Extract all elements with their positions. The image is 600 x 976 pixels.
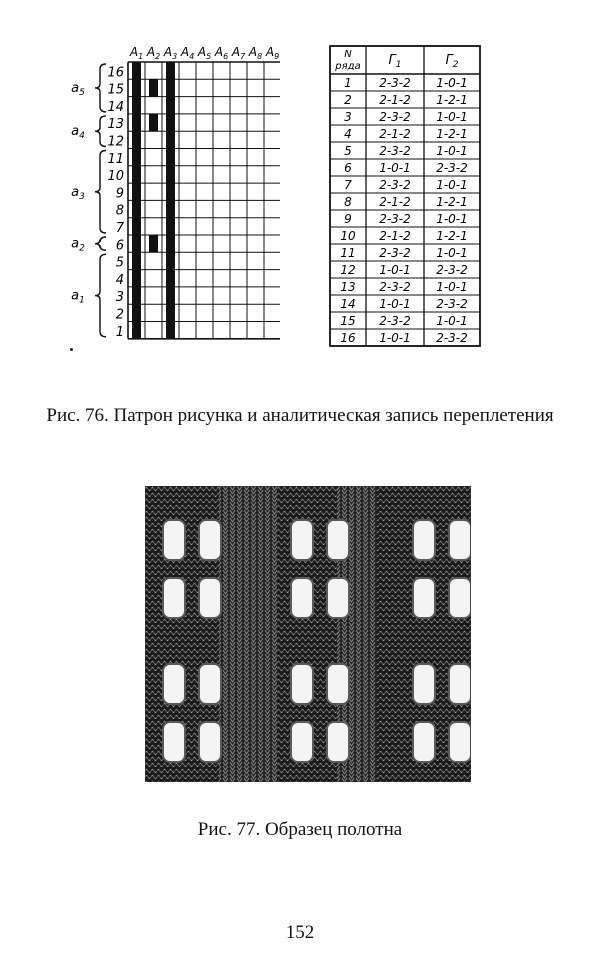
analytic-record-table [328, 44, 484, 350]
fabric-hole [413, 578, 435, 618]
row-label: 1 [115, 324, 124, 340]
filled-cell [166, 166, 175, 183]
filled-cell [132, 62, 141, 79]
table-cell-g2: 1-0-1 [436, 280, 468, 294]
table-cell-g1: 2-3-2 [379, 178, 411, 192]
table-cell-g1: 2-1-2 [379, 127, 411, 141]
table-cell-row-no: 8 [344, 195, 352, 209]
filled-cell [166, 322, 175, 339]
filled-cell [132, 322, 141, 339]
filled-cell [132, 97, 141, 114]
table-cell-g1: 2-1-2 [379, 229, 411, 243]
repeat-brace [95, 237, 106, 250]
table-cell-g2: 1-0-1 [436, 246, 468, 260]
table-cell-g2: 2-3-2 [436, 263, 468, 277]
fabric-hole [413, 664, 435, 704]
table-cell-g1: 1-0-1 [379, 161, 411, 175]
repeat-brace [95, 64, 106, 112]
column-label: $A_7$ [231, 45, 246, 61]
filled-cell [149, 79, 158, 96]
column-label: $A_1$ [129, 45, 144, 61]
figure-77-caption: Рис. 77. Образец полотна [197, 819, 403, 840]
filled-cell [132, 114, 141, 131]
filled-cell [166, 183, 175, 200]
table-cell-row-no: 16 [340, 331, 356, 345]
table-cell-row-no: 4 [344, 127, 352, 141]
filled-cell [132, 270, 141, 287]
table-cell-g2: 1-0-1 [436, 314, 468, 328]
filled-cell [132, 200, 141, 217]
filled-cell [166, 62, 175, 79]
table-cell-g1: 1-0-1 [379, 331, 411, 345]
column-label: $A_3$ [163, 45, 178, 61]
table-cell-g1: 2-3-2 [379, 280, 411, 294]
row-label: 12 [107, 134, 124, 150]
table-cell-g2: 1-0-1 [436, 212, 468, 226]
pattern-grid-figure [60, 40, 280, 352]
fabric-hole [449, 578, 471, 618]
header-row-no: N [344, 49, 352, 60]
column-label: $A_4$ [180, 45, 195, 61]
header-g1: $Г_1$ [388, 53, 402, 70]
row-label: 7 [115, 221, 124, 236]
column-label: $A_8$ [248, 45, 263, 61]
filled-cell [166, 79, 175, 96]
filled-cell [132, 131, 141, 148]
fabric-hole [163, 664, 185, 704]
fabric-hole [163, 578, 185, 618]
filled-cell [166, 270, 175, 287]
table-cell-g2: 1-0-1 [436, 178, 468, 192]
table-cell-g2: 1-0-1 [436, 76, 468, 90]
table-cell-row-no: 3 [344, 110, 352, 124]
filled-cell [166, 149, 175, 166]
page-number: 152 [285, 922, 315, 943]
fabric-hole [327, 578, 349, 618]
repeat-label: $a_3$ [71, 184, 85, 202]
column-labels [129, 45, 279, 61]
row-labels [107, 65, 124, 340]
table-cell-g2: 1-2-1 [436, 127, 468, 141]
table-cell-g1: 2-3-2 [379, 144, 411, 158]
table-cell-g1: 2-3-2 [379, 246, 411, 260]
column-label: $A_6$ [214, 45, 229, 61]
row-label: 3 [115, 290, 124, 306]
fabric-hole [327, 664, 349, 704]
filled-cell [166, 200, 175, 217]
row-label: 2 [115, 307, 124, 323]
table-cell-g1: 1-0-1 [379, 263, 411, 277]
table-cell-g2: 2-3-2 [436, 331, 468, 345]
filled-cell [132, 79, 141, 96]
fabric-hole [163, 722, 185, 762]
table-cell-row-no: 12 [340, 263, 356, 277]
table-cell-g2: 2-3-2 [436, 297, 468, 311]
row-label: 10 [107, 169, 124, 185]
fabric-sample-photo [145, 486, 471, 782]
filled-cell [166, 304, 175, 321]
print-speck [70, 348, 73, 351]
table-cell-g2: 1-2-1 [436, 93, 468, 107]
table-cell-row-no: 14 [340, 297, 356, 311]
filled-cell [166, 218, 175, 235]
filled-cell [166, 131, 175, 148]
fabric-hole [199, 664, 221, 704]
repeat-braces [71, 64, 106, 337]
filled-cell [132, 304, 141, 321]
repeat-brace [95, 151, 106, 234]
filled-cell [132, 149, 141, 166]
filled-cell [132, 166, 141, 183]
row-label: 13 [107, 117, 124, 133]
row-label: 6 [115, 238, 124, 254]
filled-cell [132, 235, 141, 252]
table-cell-row-no: 10 [340, 229, 356, 243]
column-label: $A_2$ [146, 45, 161, 61]
table-cell-row-no: 9 [344, 212, 352, 226]
table-cell-g1: 2-3-2 [379, 212, 411, 226]
fabric-hole [449, 520, 471, 560]
fabric-hole [199, 578, 221, 618]
filled-cell [166, 252, 175, 269]
filled-cell [149, 114, 158, 131]
figure-76-caption: Рис. 76. Патрон рисунка и аналитическая запись переплетения [46, 405, 554, 426]
fabric-hole [291, 664, 313, 704]
repeat-brace [95, 254, 106, 336]
filled-cell [149, 235, 158, 252]
repeat-label: $a_4$ [71, 124, 85, 142]
fabric-hole [327, 722, 349, 762]
filled-cell [132, 287, 141, 304]
filled-cell [132, 218, 141, 235]
column-label: $A_9$ [265, 45, 280, 61]
filled-cell [166, 97, 175, 114]
table-cell-row-no: 6 [344, 161, 352, 175]
fabric-hole [291, 578, 313, 618]
fabric-hole [291, 520, 313, 560]
table-cell-g1: 2-1-2 [379, 93, 411, 107]
table-header [334, 49, 458, 72]
fabric-hole [163, 520, 185, 560]
fabric-hole [413, 520, 435, 560]
table-cell-row-no: 7 [344, 178, 352, 192]
table-cell-g2: 1-0-1 [436, 144, 468, 158]
table-cell-g2: 1-2-1 [436, 229, 468, 243]
table-cell-g2: 1-2-1 [436, 195, 468, 209]
row-label: 8 [115, 203, 124, 219]
grid-lines [128, 62, 280, 339]
row-label: 14 [107, 99, 124, 115]
table-cell-row-no: 2 [344, 93, 352, 107]
table-cell-g2: 2-3-2 [436, 161, 468, 175]
repeat-brace [95, 116, 106, 147]
header-g2: $Г_2$ [445, 53, 459, 70]
table-cell-g1: 2-3-2 [379, 314, 411, 328]
table-cell-g1: 2-3-2 [379, 110, 411, 124]
table-cell-row-no: 13 [340, 280, 356, 294]
filled-cell [166, 114, 175, 131]
fabric-hole [199, 520, 221, 560]
row-label: 4 [115, 272, 124, 288]
filled-cell [132, 252, 141, 269]
fabric-hole [413, 722, 435, 762]
fabric-hole [449, 722, 471, 762]
fabric-hole [199, 722, 221, 762]
fabric-hole [449, 664, 471, 704]
table-cell-g1: 2-1-2 [379, 195, 411, 209]
repeat-label: $a_5$ [71, 80, 85, 98]
row-label: 15 [107, 82, 124, 98]
rib-column [219, 486, 277, 782]
table-cell-g1: 1-0-1 [379, 297, 411, 311]
filled-cell [166, 235, 175, 252]
header-row-no: ряда [335, 61, 361, 72]
column-label: $A_5$ [197, 45, 212, 61]
fabric-hole [291, 722, 313, 762]
row-label: 9 [115, 186, 124, 202]
table-cell-row-no: 5 [344, 144, 352, 158]
row-label: 16 [107, 65, 124, 81]
fabric-hole [327, 520, 349, 560]
repeat-label: $a_2$ [71, 236, 85, 254]
table-cell-row-no: 1 [344, 76, 352, 90]
filled-cell [132, 183, 141, 200]
table-cell-row-no: 15 [340, 314, 356, 328]
table-cell-g1: 2-3-2 [379, 76, 411, 90]
table-cell-row-no: 11 [340, 246, 356, 260]
row-label: 5 [115, 255, 124, 271]
repeat-label: $a_1$ [71, 288, 85, 306]
table-cell-g2: 1-0-1 [436, 110, 468, 124]
filled-cell [166, 287, 175, 304]
row-label: 11 [107, 151, 124, 167]
